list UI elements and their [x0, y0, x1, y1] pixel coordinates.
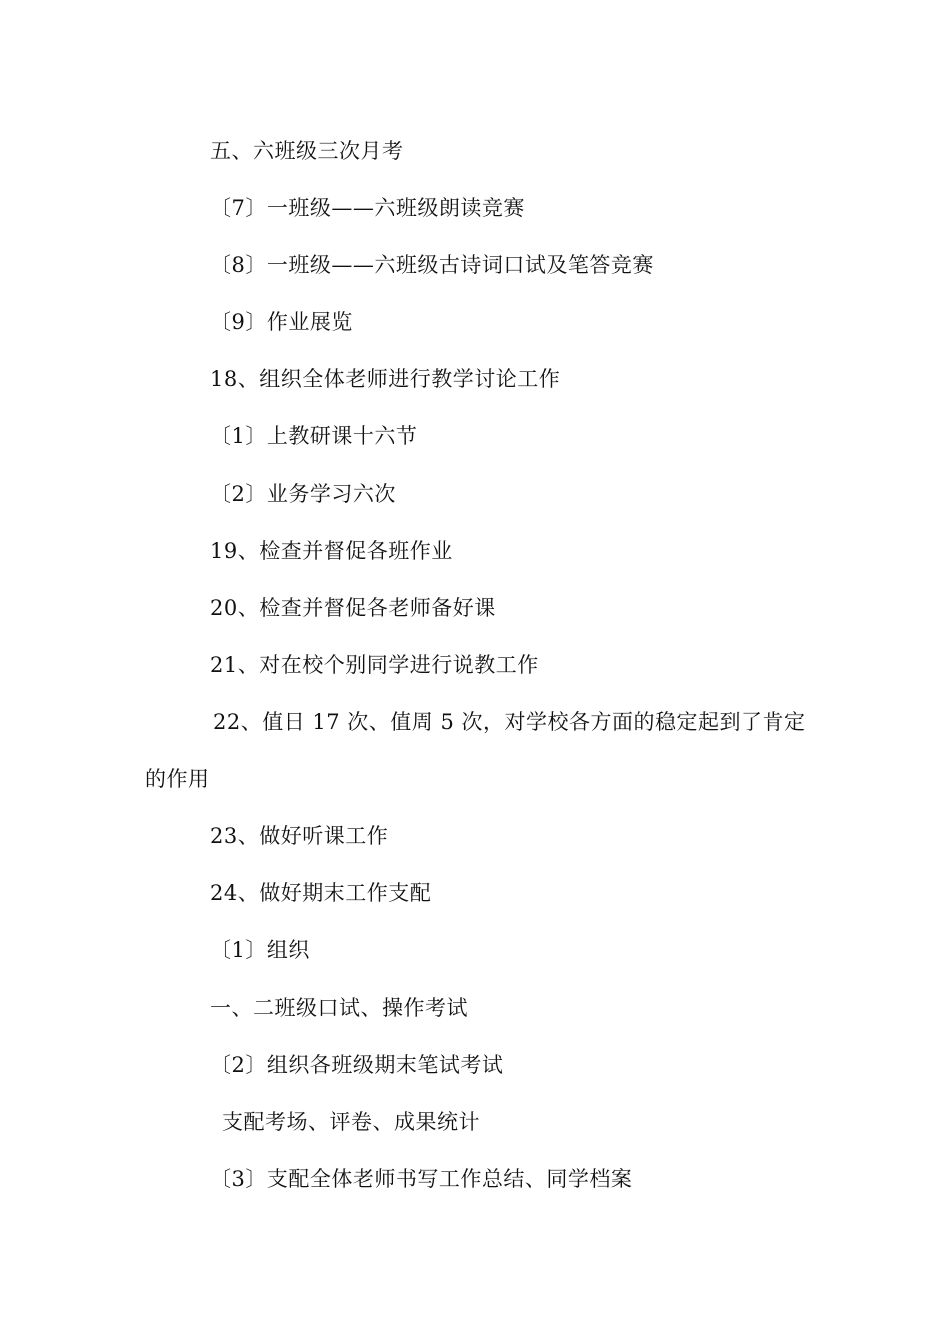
- text-line-8: 19、检查并督促各班作业: [210, 539, 453, 563]
- text-line-1: 五、六班级三次月考: [210, 139, 404, 163]
- text-line-15: 〔1〕组织: [210, 938, 310, 962]
- text-line-16: 一、二班级口试、操作考试: [210, 996, 468, 1020]
- text-line-10: 21、对在校个别同学进行说教工作: [210, 653, 539, 677]
- text-line-14: 24、做好期末工作支配: [210, 881, 432, 905]
- text-line-17: 〔2〕组织各班级期末笔试考试: [210, 1053, 504, 1077]
- text-line-12: 的作用: [145, 767, 210, 791]
- text-line-19: 〔3〕支配全体老师书写工作总结、同学档案: [210, 1167, 633, 1191]
- text-line-3: 〔8〕一班级——六班级古诗词口试及笔答竞赛: [210, 253, 654, 277]
- text-line-13: 23、做好听课工作: [210, 824, 389, 848]
- text-line-18: 支配考场、评卷、成果统计: [222, 1110, 480, 1134]
- text-line-7: 〔2〕业务学习六次: [210, 482, 396, 506]
- text-line-4: 〔9〕作业展览: [210, 310, 353, 334]
- text-line-5: 18、组织全体老师进行教学讨论工作: [210, 367, 561, 391]
- text-line-2: 〔7〕一班级——六班级朗读竞赛: [210, 196, 525, 220]
- text-line-11: 22、值日 17 次、值周 5 次，对学校各方面的稳定起到了肯定: [213, 710, 806, 734]
- text-line-6: 〔1〕上教研课十六节: [210, 424, 418, 448]
- text-line-9: 20、检查并督促各老师备好课: [210, 596, 496, 620]
